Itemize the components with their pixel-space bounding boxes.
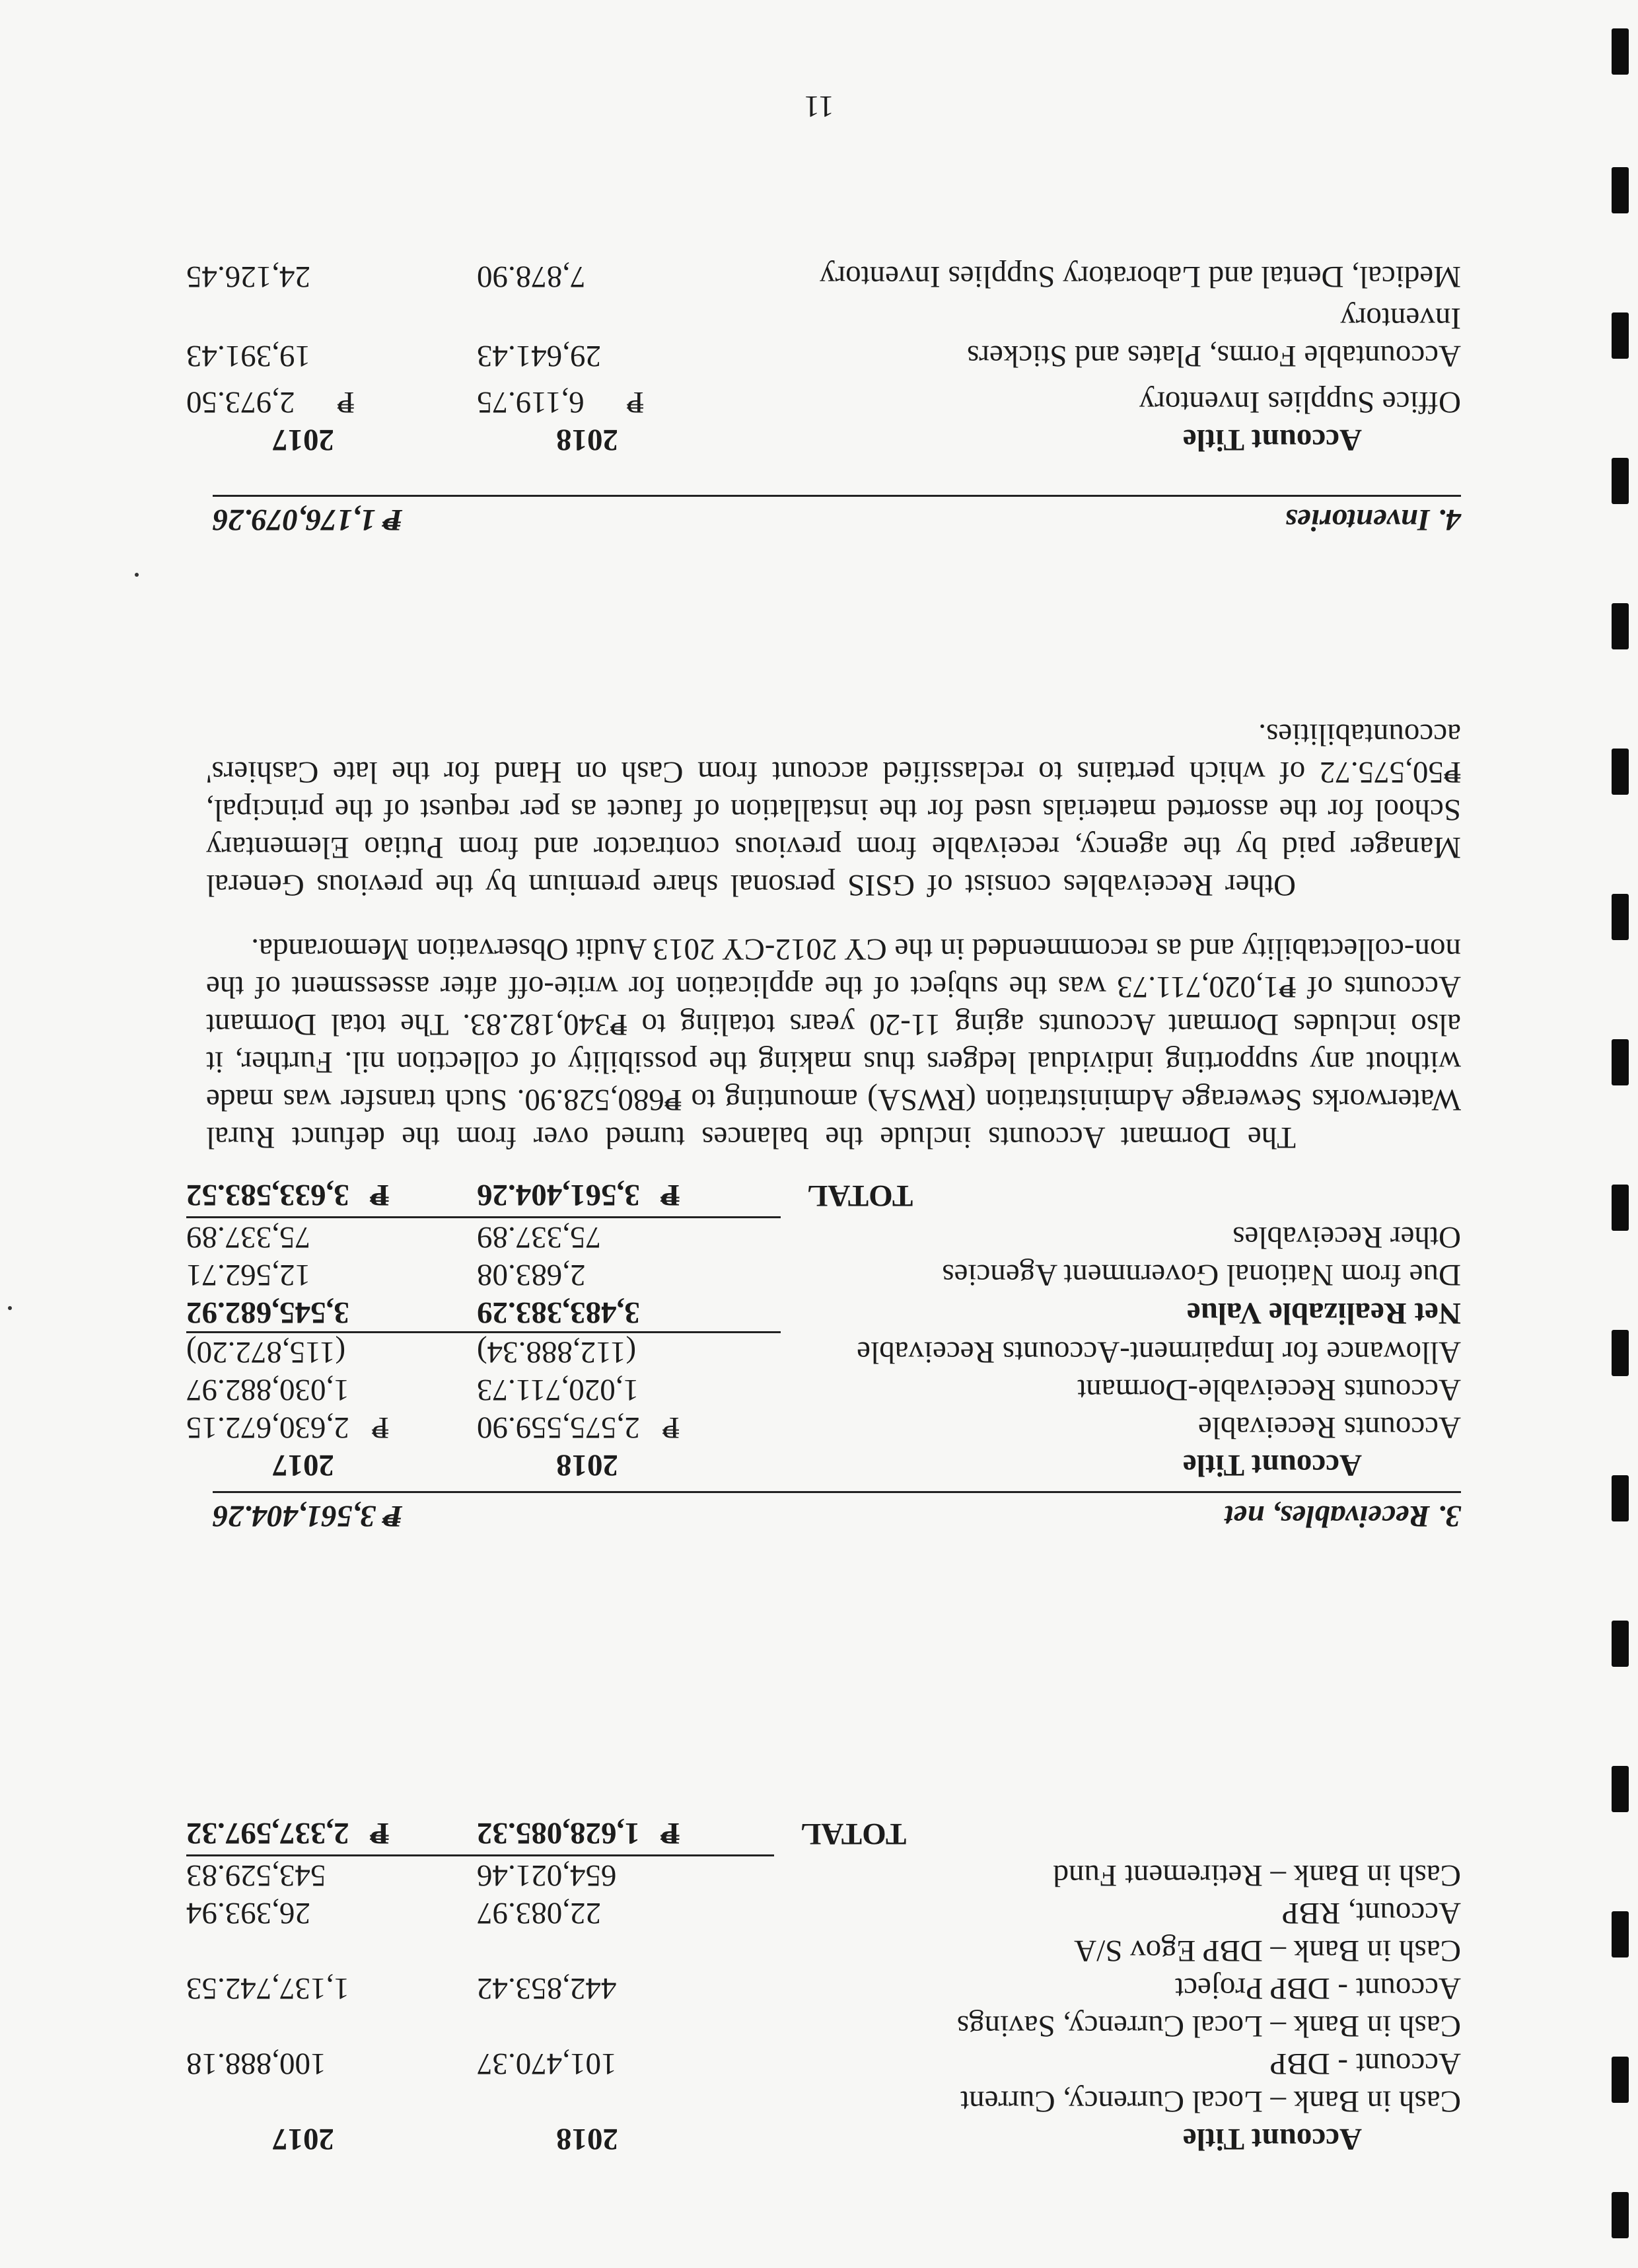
section-amount <box>213 501 402 538</box>
row-2018: 75,337.89 <box>477 1220 601 1255</box>
row-2017: 543,529.83 <box>186 1858 326 1893</box>
row-2017-value: 2,630,672.15 <box>186 1410 349 1445</box>
cash-table <box>186 1814 1461 2161</box>
binding-hole <box>1612 1330 1629 1376</box>
row-2017: 26,393.94 <box>186 1896 310 1930</box>
row-2018-value: 6,119.75 <box>477 385 585 420</box>
peso-sign: ₱ <box>662 1410 680 1445</box>
row-2017: 12,562.71 <box>186 1258 310 1292</box>
table-row <box>186 2045 1461 2120</box>
col-header-2018: 2018 <box>556 423 618 457</box>
inventories-section <box>186 216 1461 538</box>
receivables-table <box>186 1176 1461 1487</box>
scan-speck <box>8 1306 12 1310</box>
section-heading <box>213 1491 1461 1535</box>
table-row <box>186 216 1461 295</box>
row-2018 <box>477 375 781 421</box>
row-title: Due from National Government Agencies <box>942 1258 1461 1292</box>
section-amount <box>213 1497 402 1535</box>
row-2017: 1,137,742.53 <box>186 1971 349 2006</box>
binding-hole <box>1612 1766 1629 1812</box>
row-title: Accounts Receivable <box>1197 1410 1461 1445</box>
peso-sign: ₱ <box>660 1178 680 1212</box>
row-2017: 3,545,682.92 <box>186 1296 349 1330</box>
inventories-table <box>186 216 1461 462</box>
row-2018: (112,888.34) <box>477 1333 781 1372</box>
row-2017-value: 2,973.50 <box>186 385 295 420</box>
row-2017: 24,126.45 <box>186 260 310 294</box>
row-2017: 100,888.18 <box>186 2047 326 2081</box>
row-2018: 442,853.42 <box>477 1971 617 2006</box>
col-header-2018: 2018 <box>556 1448 618 1482</box>
row-title: Other Receivables <box>1232 1220 1461 1255</box>
binding-hole <box>1612 458 1629 504</box>
total-2018-value: 3,561,404.26 <box>477 1178 640 1212</box>
total-row <box>186 1814 1461 1856</box>
section-amount-value: 1,176,079.26 <box>213 503 376 537</box>
table-row <box>186 1856 1461 1895</box>
row-2017: (115,872.20) <box>186 1333 477 1372</box>
table-row <box>186 1894 1461 1969</box>
section-title: 4. Inventories <box>1285 503 1461 537</box>
row-title: Allowance for Impairment-Accounts Receivable <box>857 1335 1461 1370</box>
receivables-section <box>186 715 1461 1535</box>
row-2018: 22,083.97 <box>477 1896 601 1930</box>
total-2017-value: 3,633,583.52 <box>186 1178 349 1212</box>
binding-hole <box>1612 894 1629 940</box>
binding-hole <box>1612 749 1629 795</box>
total-label: TOTAL <box>807 1179 913 1214</box>
other-receivables-paragraph: Other Receivables consist of GSIS personal share premium by the previous General Manager paid by the agency, receivable from previous contractor and from Putiao Elementary School for the assorted materials used for the installation of faucet as per request of the principal, ₱50,575.72 of which pertains to reclassified account from Cash on Hand for the late Cashiers' accountabilities. <box>206 717 1461 902</box>
peso-sign: ₱ <box>626 385 644 420</box>
row-2017: 1,030,882.97 <box>186 1373 349 1407</box>
row-title: Office Supplies Inventory <box>1139 385 1461 420</box>
section-heading <box>213 495 1461 538</box>
binding-hole <box>1612 167 1629 213</box>
binding-hole <box>1612 28 1629 75</box>
binding-hole <box>1612 2192 1629 2238</box>
col-header-2017: 2017 <box>272 1448 334 1482</box>
binding-hole <box>1612 2057 1629 2103</box>
binding-hole <box>1612 603 1629 649</box>
row-2017: 19,391.43 <box>186 339 310 373</box>
binding-hole <box>1612 1621 1629 1667</box>
row-title: Accountable Forms, Plates and Stickers Inventory <box>967 301 1461 373</box>
row-2018: 101,470.37 <box>477 2047 617 2081</box>
peso-sign: ₱ <box>371 1410 389 1445</box>
table-row <box>186 1256 1461 1294</box>
scan-speck <box>135 573 139 577</box>
total-2018 <box>477 1814 774 1856</box>
peso-sign: ₱ <box>370 1816 389 1850</box>
col-header-account-title: Account Title <box>1182 1448 1362 1482</box>
row-2018: 3,483,383.29 <box>477 1296 640 1330</box>
total-2018 <box>477 1176 781 1218</box>
row-title: Medical, Dental and Laboratory Supplies Inventory <box>819 260 1461 294</box>
row-title: Cash in Bank – DBP Egov S/A Account, RBP <box>1075 1896 1461 1968</box>
col-header-2017: 2017 <box>272 2122 334 2156</box>
dormant-accounts-paragraph: The Dormant Accounts include the balances turned over from the defunct Rural Waterworks Sewerage Administration (RWSA) amounting to ₱680,528.90. Such transfer was made without any supporting individual ledgers thus making the possibility of collection nil. Further, it also includes Dormant Accounts aging 11-20 years totaling to ₱340,182.83. The total Dormant Accounts of ₱1,020,711.73 was the subject of the application for write-off after assessment of the non-collectability and as recommended in the CY 2012-CY 2013 Audit Observation Memoranda. <box>206 932 1461 1155</box>
total-row <box>186 1176 1461 1218</box>
table-row <box>186 1408 1461 1446</box>
table-row <box>186 1333 1461 1372</box>
row-2017: 75,337.89 <box>186 1220 310 1255</box>
row-2017 <box>186 1408 477 1446</box>
row-2018: 654,021.46 <box>477 1858 617 1893</box>
total-2018-value: 1,628,085.32 <box>477 1816 640 1850</box>
section-amount-value: 3,561,404.26 <box>213 1499 376 1533</box>
total-2017 <box>186 1176 477 1218</box>
row-title: Cash in Bank – Local Currency, Current Account - DBP <box>960 2047 1461 2119</box>
peso-sign: ₱ <box>337 385 355 420</box>
total-2017-value: 2,337,597.32 <box>186 1816 349 1850</box>
row-2018: 29,641.43 <box>477 339 601 373</box>
table-row <box>186 375 1461 421</box>
currency-sign: ₱ <box>383 503 403 537</box>
peso-sign: ₱ <box>370 1178 389 1212</box>
section-title: 3. Receivables, net <box>1225 1499 1461 1533</box>
page-number: 11 <box>804 89 834 124</box>
col-header-account-title: Account Title <box>1182 423 1362 457</box>
binding-hole <box>1612 1185 1629 1231</box>
row-title: Cash in Bank – Local Currency, Savings Account - DBP Project <box>956 1971 1461 2043</box>
total-label: TOTAL <box>801 1817 907 1852</box>
col-header-account-title: Account Title <box>1182 2122 1362 2156</box>
row-2018-value: 2,575,559.90 <box>477 1410 640 1445</box>
table-row <box>186 1294 1461 1333</box>
table-row <box>186 1218 1461 1257</box>
table-row <box>186 1371 1461 1408</box>
row-2018: 1,020,711.73 <box>477 1373 639 1407</box>
row-title: Net Realizable Value <box>1186 1296 1461 1331</box>
col-header-2018: 2018 <box>556 2122 618 2156</box>
binding-hole <box>1612 1911 1629 1957</box>
table-row <box>186 295 1461 375</box>
col-header-2017: 2017 <box>272 423 334 457</box>
row-2018: 2,683.08 <box>477 1258 586 1292</box>
row-2018: 7,878.90 <box>477 260 586 294</box>
currency-sign: ₱ <box>383 1499 403 1533</box>
row-title: Accounts Receivable-Dormant <box>1077 1373 1461 1407</box>
binding-strip <box>1592 0 1638 2268</box>
cash-section <box>186 1814 1461 2161</box>
row-2017 <box>186 375 477 421</box>
peso-sign: ₱ <box>660 1816 680 1850</box>
total-2017 <box>186 1814 477 1856</box>
table-row <box>186 1969 1461 2045</box>
binding-hole <box>1612 1039 1629 1085</box>
row-title: Cash in Bank – Retirement Fund <box>1053 1858 1461 1893</box>
binding-hole <box>1612 1475 1629 1521</box>
row-2018 <box>477 1408 781 1446</box>
binding-hole <box>1612 312 1629 359</box>
